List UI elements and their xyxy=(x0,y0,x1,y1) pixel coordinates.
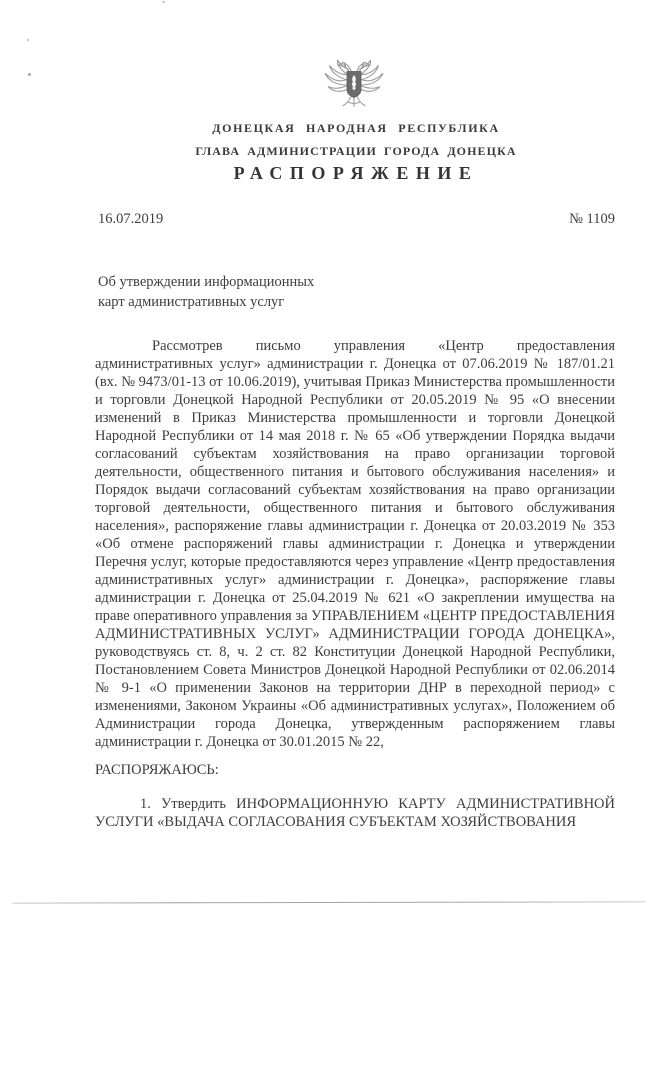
page-edge-line xyxy=(12,901,645,903)
document-meta-row xyxy=(98,211,615,228)
document-body xyxy=(95,337,615,831)
subject-line-1: Об утверждении информационных xyxy=(98,274,315,290)
republic-name: ДОНЕЦКАЯ НАРОДНАЯ РЕСПУБЛИКА xyxy=(212,121,500,135)
resolution-keyword: РАСПОРЯЖАЮСЬ: xyxy=(95,762,219,778)
scan-speck xyxy=(28,73,31,76)
coat-of-arms-icon xyxy=(321,58,387,108)
subject-line-2: карт административных услуг xyxy=(98,294,285,310)
document-subject xyxy=(98,272,314,312)
document-date: 16.07.2019 xyxy=(98,211,164,227)
scan-speck xyxy=(162,1,165,3)
document-type-title: РАСПОРЯЖЕНИЕ xyxy=(233,163,479,183)
preamble-paragraph: Рассмотрев письмо управления «Центр предоставления административных услуг» администрации г. Донецка от 07.06.2019 № 187/01.21 (вх. № 9473/01-13 от 10.06.2019), учитывая Приказ Министерства промышленности и торговли Донецкой Народной Республики от 20.05.2019 № 95 «О внесении изменений в Приказ Министерства промышленности и торговли Донецкой Народной Республики от 14 мая 2018 г. № 65 «Об утверждении Порядка выдачи согласований субъектам хозяйствования на право организации торговой деятельности, общественного питания и бытового обслуживания населения» и Порядок выдачи согласований субъектам хозяйствования на право организации торговой деятельности, общественного питания и бытового обслуживания населения», распоряжение главы администрации г. Донецка от 20.03.2019 № 353 «Об отмене распоряжений главы администрации г. Донецка и утверждении Перечня услуг, которые предоставляются через управление «Центр предоставления административных услуг» администрации г. Донецка», распоряжение главы администрации г. Донецка от 25.04.2019 № 621 «О закреплении имущества на праве оперативного управления за УПРАВЛЕНИЕМ «ЦЕНТР ПРЕДОСТАВЛЕНИЯ АДМИНИСТРАТИВНЫХ УСЛУГ» АДМИНИСТРАЦИИ ГОРОДА ДОНЕЦКА», руководствуясь ст. 8, ч. 2 ст. 82 Конституции Донецкой Народной Республики, Постановлением Совета Министров Донецкой Народной Республики от 02.06.2014 № 9-1 «О применении Законов на территории ДНР в переходной период» с изменениями, Законом Украины «Об административных услугах», Положением об Администрации города Донецка, утвержденным распоряжением главы администрации г. Донецка от 30.01.2015 № 22, xyxy=(95,338,615,750)
issuing-authority: ГЛАВА АДМИНИСТРАЦИИ ГОРОДА ДОНЕЦКА xyxy=(195,144,517,158)
scan-speck xyxy=(27,39,29,41)
document-number: № 1109 xyxy=(569,211,615,227)
resolution-item-1: 1. Утвердить ИНФОРМАЦИОННУЮ КАРТУ АДМИНИСТРАТИВНОЙ УСЛУГИ «ВЫДАЧА СОГЛАСОВАНИЯ СУБЪЕКТАМ ХОЗЯЙСТВОВАНИЯ xyxy=(95,796,615,830)
